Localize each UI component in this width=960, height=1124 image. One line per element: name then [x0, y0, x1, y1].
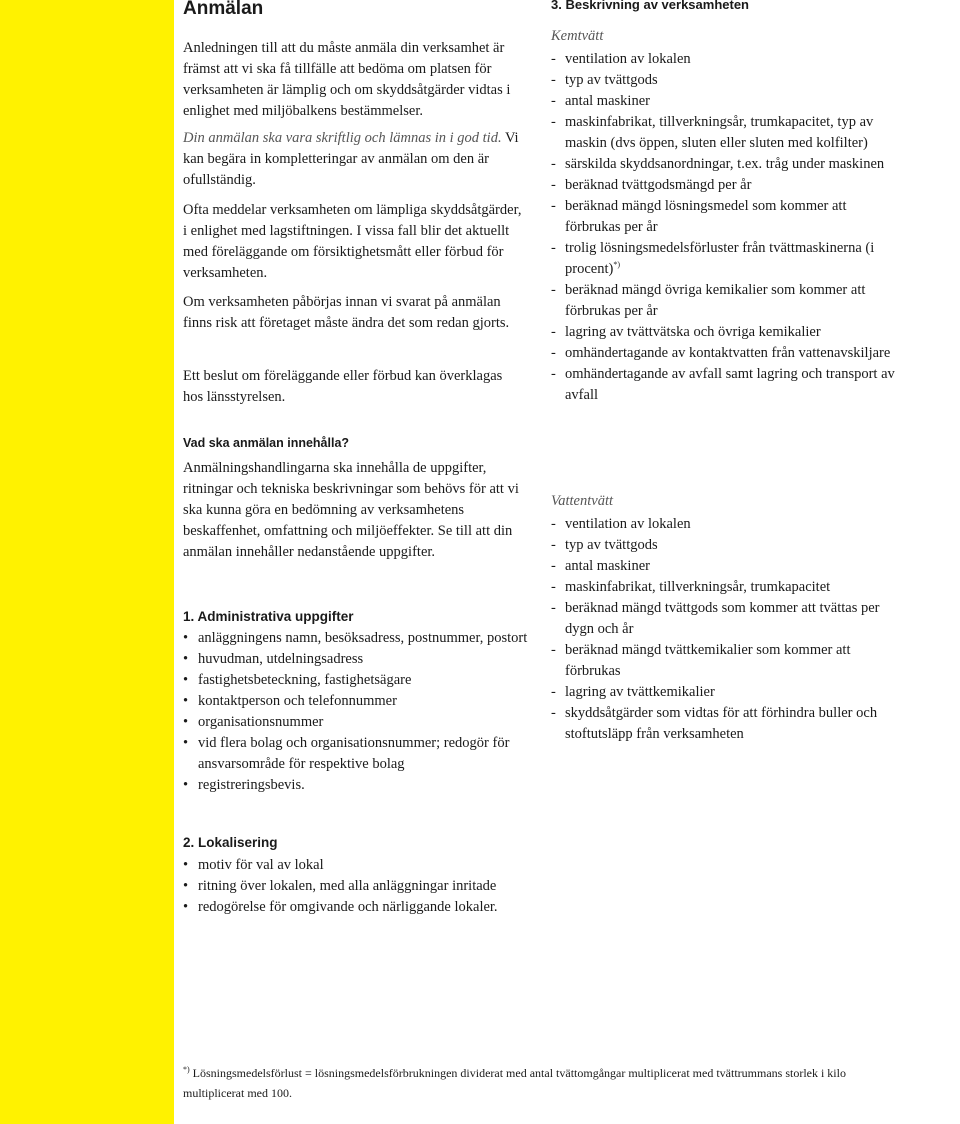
dash-marker: -: [551, 537, 556, 553]
bullet-marker: •: [183, 899, 189, 915]
section3-title: 3. Beskrivning av verksamheten: [551, 0, 749, 12]
measures-paragraph: Ofta meddelar verksamheten om lämpliga skyddsåtgärder, i enlighet med lagstiftningen. I vissa fall blir det aktuellt med föreläggande om försiktighetsmått eller förbud för verksamheten.: [183, 202, 522, 281]
bullet-marker: •: [183, 672, 189, 688]
start-paragraph: Om verksamheten påbörjas innan vi svarat på anmälan finns risk att företaget måste ändra det som redan gjorts.: [183, 294, 510, 331]
bullet-marker: •: [183, 777, 189, 793]
list-item: - omhändertagande av avfall samt lagring och transport av avfall: [551, 366, 895, 403]
yellow-margin-band: [0, 0, 174, 1124]
list-item: • fastighetsbeteckning, fastighetsägare: [183, 670, 528, 691]
subheading-vattentvatt: Vattentvätt: [551, 493, 614, 509]
list-item: - särskilda skyddsanordningar, t.ex. tråg under maskinen: [551, 154, 901, 175]
contents-paragraph: Anmälningshandlingarna ska innehålla de uppgifter, ritningar och tekniska beskrivningar som behövs för att vi ska kunna göra en bedömning av verksamhetens beskaffenhet, omfattning och miljöeffekter. Se till att din anmälan innehåller nedanstående uppgifter.: [183, 460, 519, 560]
dash-marker: -: [551, 240, 556, 256]
list-item: - maskinfabrikat, tillverkningsår, trumkapacitet: [551, 577, 901, 598]
written-italic: Din anmälan ska vara skriftlig och lämnas in i god tid.: [183, 130, 502, 146]
list-item: - antal maskiner: [551, 91, 901, 112]
dash-marker: -: [551, 282, 556, 298]
list-item: - beräknad mängd tvättkemikalier som kommer att förbrukas: [551, 642, 851, 679]
footnote: [183, 1063, 903, 1103]
intro-paragraph: Anledningen till att du måste anmäla din verksamhet är främst att vi ska få tillfälle att bedöma om platsen för verksamheten är lämplig och om skyddsåtgärder vidtas i enlighet med miljöbalkens bestämmelser.: [183, 40, 511, 119]
footnote-text: Lösningsmedelsförlust = lösningsmedelsförbrukningen dividerat med antal tvättomgångar multiplicerat med tvättrummans storlek i kilo multiplicerat med 100.: [183, 1066, 846, 1100]
list-item: • ritning över lokalen, med alla anläggningar inritade: [183, 876, 528, 897]
footnote-marker: *): [183, 1065, 190, 1074]
list-item: • kontaktperson och telefonnummer: [183, 691, 528, 712]
dash-marker: -: [551, 516, 556, 532]
list-item: • registreringsbevis.: [183, 775, 528, 796]
dash-marker: -: [551, 345, 556, 361]
dash-marker: -: [551, 51, 556, 67]
list-item: - beräknad tvättgodsmängd per år: [551, 175, 901, 196]
list-item: • redogörelse för omgivande och närliggande lokaler.: [183, 897, 528, 918]
bullet-marker: •: [183, 714, 189, 730]
section2-title: 2. Lokalisering: [183, 835, 278, 850]
bullet-marker: •: [183, 735, 189, 751]
list-item: • organisationsnummer: [183, 712, 528, 733]
dash-marker: -: [551, 324, 556, 340]
list-item: - maskinfabrikat, tillverkningsår, trumkapacitet, typ av maskin (dvs öppen, sluten eller sluten med kolfilter): [551, 114, 874, 151]
appeal-paragraph: Ett beslut om föreläggande eller förbud kan överklagas hos länsstyrelsen.: [183, 368, 503, 405]
list-item: • huvudman, utdelningsadress: [183, 649, 528, 670]
section1-list: [183, 628, 528, 796]
dash-marker: -: [551, 156, 556, 172]
list-item: - ventilation av lokalen: [551, 49, 901, 70]
subheading-kemtvatt: Kemtvätt: [551, 28, 604, 44]
dash-marker: -: [551, 642, 556, 658]
list-item: - beräknad mängd övriga kemikalier som kommer att förbrukas per år: [551, 282, 866, 319]
dash-marker: -: [551, 198, 556, 214]
dash-marker: -: [551, 579, 556, 595]
dash-marker: -: [551, 705, 556, 721]
dash-marker: -: [551, 558, 556, 574]
list-item: - skyddsåtgärder som vidtas för att förhindra buller och stoftutsläpp från verksamheten: [551, 705, 878, 742]
page-title: Anmälan: [183, 0, 264, 19]
dash-marker: -: [551, 72, 556, 88]
list-item: - trolig lösningsmedelsförluster från tvättmaskinerna (i procent)*): [551, 240, 875, 277]
list-item: - ventilation av lokalen: [551, 514, 901, 535]
list-item: • anläggningens namn, besöksadress, postnummer, postort: [183, 628, 528, 649]
dash-marker: -: [551, 93, 556, 109]
bullet-marker: •: [183, 878, 189, 894]
list-item: • vid flera bolag och organisationsnummer; redogör för ansvarsområde för respektive bolag: [183, 735, 510, 772]
list-item: - beräknad mängd tvättgods som kommer att tvättas per dygn och år: [551, 600, 880, 637]
section1-title: 1. Administrativa uppgifter: [183, 609, 354, 624]
footnote-reference: *): [613, 260, 620, 270]
dash-marker: -: [551, 114, 556, 130]
list-item: - omhändertagande av kontaktvatten från vattenavskiljare: [551, 343, 901, 364]
list-item: - typ av tvättgods: [551, 70, 901, 91]
kemtvatt-list: [551, 49, 901, 406]
bullet-marker: •: [183, 630, 189, 646]
written-rest: Vi kan begära in kompletteringar av anmälan om den är ofullständig.: [183, 130, 519, 188]
dash-marker: -: [551, 600, 556, 616]
dash-marker: -: [551, 177, 556, 193]
list-item: • motiv för val av lokal: [183, 855, 528, 876]
written-paragraph: [183, 128, 523, 191]
section2-list: [183, 855, 528, 918]
dash-marker: -: [551, 684, 556, 700]
bullet-marker: •: [183, 857, 189, 873]
bullet-marker: •: [183, 693, 189, 709]
list-item: - lagring av tvättkemikalier: [551, 682, 901, 703]
bullet-marker: •: [183, 651, 189, 667]
list-item: - beräknad mängd lösningsmedel som kommer att förbrukas per år: [551, 198, 847, 235]
vattentvatt-list: [551, 514, 901, 745]
list-item: - antal maskiner: [551, 556, 901, 577]
list-item: - lagring av tvättvätska och övriga kemikalier: [551, 322, 901, 343]
dash-marker: -: [551, 366, 556, 382]
list-item: - typ av tvättgods: [551, 535, 901, 556]
section-heading-contents: Vad ska anmälan innehålla?: [183, 436, 350, 450]
